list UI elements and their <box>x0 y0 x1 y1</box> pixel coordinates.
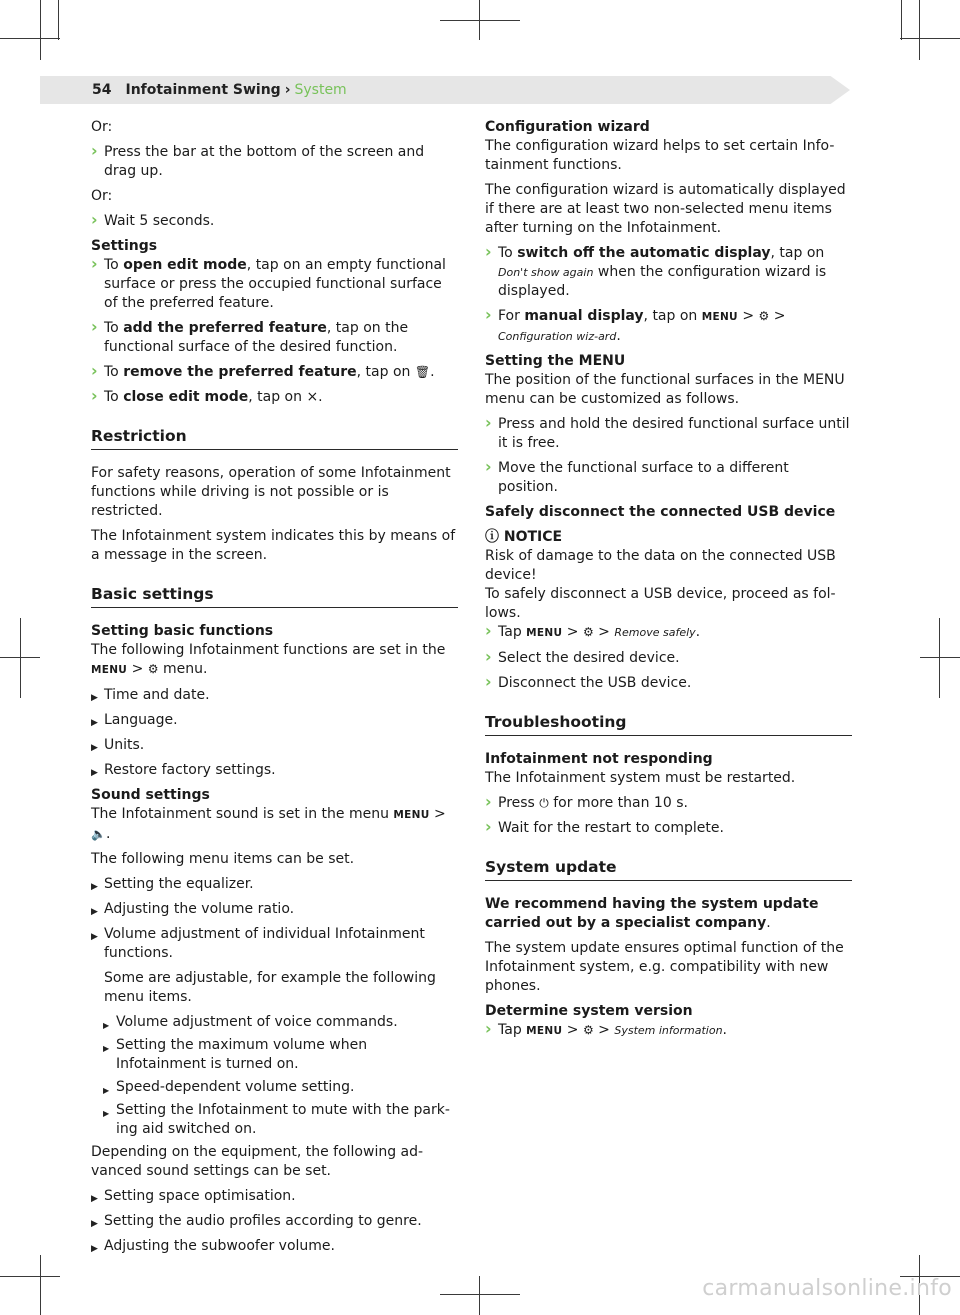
crop-mark <box>440 1294 520 1295</box>
breadcrumb-separator: › <box>284 82 291 98</box>
step: › To add the preferred feature, tap on the functional surface of the desired function. <box>91 319 458 357</box>
subheading-config-wizard: Configuration wizard <box>485 119 650 135</box>
crop-mark <box>58 0 59 40</box>
step: › Disconnect the USB device. <box>485 674 852 693</box>
list-item: ▶ Adjusting the subwoofer volume. <box>91 1237 458 1256</box>
list-item: ▶ Setting the audio profiles according to genre. <box>91 1212 458 1231</box>
crop-mark <box>919 0 920 60</box>
paragraph: We recommend having the system update carried out by a specialist company. <box>485 896 819 931</box>
crop-mark <box>939 618 940 698</box>
close-icon: × <box>306 389 319 405</box>
sub-list-item: ▶ Speed-dependent volume setting. <box>91 1078 458 1097</box>
text: Or: <box>91 119 113 135</box>
list-item: ▶ Time and date. <box>91 686 458 705</box>
section-troubleshooting: Troubleshooting <box>485 713 852 736</box>
section-restriction: Restriction <box>91 427 458 450</box>
sub-list-item: ▶ Volume adjustment of voice commands. <box>91 1013 458 1032</box>
step: › To open edit mode, tap on an empty functional surface or press the occupied functional surface of the preferred feature. <box>91 256 458 313</box>
section-system-update: System update <box>485 858 852 881</box>
chapter-title: Infotainment Swing <box>125 82 281 98</box>
settings-icon: ⚙ <box>758 309 770 323</box>
step: › To switch off the automatic display, tap on Don't show again when the configuration wizard is displayed. <box>485 244 852 301</box>
step: › For manual display, tap on MENU > ⚙ > Configuration wiz-ard. <box>485 307 852 346</box>
settings-icon: ⚙ <box>582 625 594 639</box>
crop-mark <box>901 0 902 40</box>
step: › Press and hold the desired functional surface until it is free. <box>485 415 852 453</box>
menu-label: MENU <box>393 809 430 821</box>
paragraph: The system update ensures optimal function of the Infotainment system, e.g. compatibility with new phones. <box>485 940 844 994</box>
page-number: 54 <box>92 82 112 98</box>
crop-mark <box>479 0 480 40</box>
right-column <box>485 118 852 1047</box>
step: › Wait for the restart to complete. <box>485 819 852 838</box>
sub-list-item: ▶ Setting the maximum volume when Infotainment is turned on. <box>91 1036 458 1074</box>
notice-text: Risk of damage to the data on the connected USB device! <box>485 548 836 583</box>
power-icon: ⏻ <box>539 796 549 810</box>
step: › Press the bar at the bottom of the screen and drag up. <box>91 143 458 181</box>
crop-mark <box>479 1276 480 1315</box>
subheading-not-responding: Infotainment not responding <box>485 751 713 767</box>
crop-mark <box>40 0 41 60</box>
list-item: ▶ Setting the equalizer. <box>91 875 458 894</box>
subheading-menu: Setting the MENU <box>485 353 626 369</box>
step: › Select the desired device. <box>485 649 852 668</box>
crop-mark <box>20 618 21 698</box>
trash-icon: 🗑 <box>414 365 431 379</box>
step: › Tap MENU > ⚙ > System information. <box>485 1021 852 1041</box>
list-item: ▶ Volume adjustment of individual Infotainment functions. <box>91 925 458 963</box>
paragraph: The following menu items can be set. <box>91 851 355 867</box>
step: › Wait 5 seconds. <box>91 212 458 231</box>
paragraph: The following Infotainment functions are set in the MENU > ⚙ menu. <box>91 642 446 677</box>
list-item: ▶ Language. <box>91 711 458 730</box>
sub-list-item: ▶ Setting the Infotainment to mute with the park-ing aid switched on. <box>91 1101 458 1139</box>
crop-mark <box>920 657 960 658</box>
paragraph: The Infotainment sound is set in the menu MENU > 🔈. <box>91 806 446 842</box>
menu-label: MENU <box>91 664 128 676</box>
paragraph: The configuration wizard is automatically displayed if there are at least two non-selected menu items after turning on the Infotainment. <box>485 182 846 236</box>
watermark: carmanualsonline.info <box>702 1276 952 1301</box>
subheading-settings: Settings <box>91 238 158 254</box>
paragraph: Depending on the equipment, the following ad-vanced sound settings can be set. <box>91 1144 424 1179</box>
crop-mark <box>40 1255 41 1315</box>
step: › Press ⏻ for more than 10 s. <box>485 794 852 813</box>
crop-mark <box>900 38 960 39</box>
subheading-system-version: Determine system version <box>485 1003 693 1019</box>
list-item: ▶ Setting space optimisation. <box>91 1187 458 1206</box>
list-item: ▶ Restore factory settings. <box>91 761 458 780</box>
paragraph: For safety reasons, operation of some Infotainment functions while driving is not possible or is restricted. <box>91 465 451 519</box>
paragraph: Some are adjustable, for example the following menu items. <box>104 970 436 1005</box>
subheading-usb: Safely disconnect the connected USB device <box>485 504 836 520</box>
step: › To close edit mode, tap on ×. <box>91 388 458 407</box>
subheading-sound: Sound settings <box>91 787 210 803</box>
list-item: ▶ Units. <box>91 736 458 755</box>
step: › To remove the preferred feature, tap on 🗑. <box>91 363 458 382</box>
subheading-basic-functions: Setting basic functions <box>91 623 274 639</box>
menu-label: MENU <box>526 627 563 639</box>
speaker-icon: 🔈 <box>91 827 106 841</box>
section-link[interactable]: System <box>294 82 347 98</box>
menu-label: MENU <box>701 311 738 323</box>
settings-icon: ⚙ <box>147 662 159 676</box>
left-column <box>91 118 458 1262</box>
notice-heading: ⓘ NOTICE <box>485 529 563 545</box>
notice-icon: ⓘ <box>485 529 499 545</box>
text: Or: <box>91 188 113 204</box>
paragraph: The Infotainment system indicates this by means of a message in the screen. <box>91 528 456 563</box>
paragraph: The position of the functional surfaces in the MENU menu can be customized as follows. <box>485 372 845 407</box>
crop-mark <box>0 38 60 39</box>
page-header <box>92 82 347 98</box>
paragraph: The configuration wizard helps to set certain Info-tainment functions. <box>485 138 835 173</box>
step: › Tap MENU > ⚙ > Remove safely. <box>485 623 852 643</box>
section-basic-settings: Basic settings <box>91 585 458 608</box>
menu-label: MENU <box>526 1025 563 1037</box>
crop-mark <box>0 1276 60 1277</box>
list-item: ▶ Adjusting the volume ratio. <box>91 900 458 919</box>
crop-mark <box>440 20 520 21</box>
paragraph: To safely disconnect a USB device, proceed as fol-lows. <box>485 586 836 621</box>
paragraph: The Infotainment system must be restarted. <box>485 770 796 786</box>
step: › Move the functional surface to a different position. <box>485 459 852 497</box>
settings-icon: ⚙ <box>582 1023 594 1037</box>
